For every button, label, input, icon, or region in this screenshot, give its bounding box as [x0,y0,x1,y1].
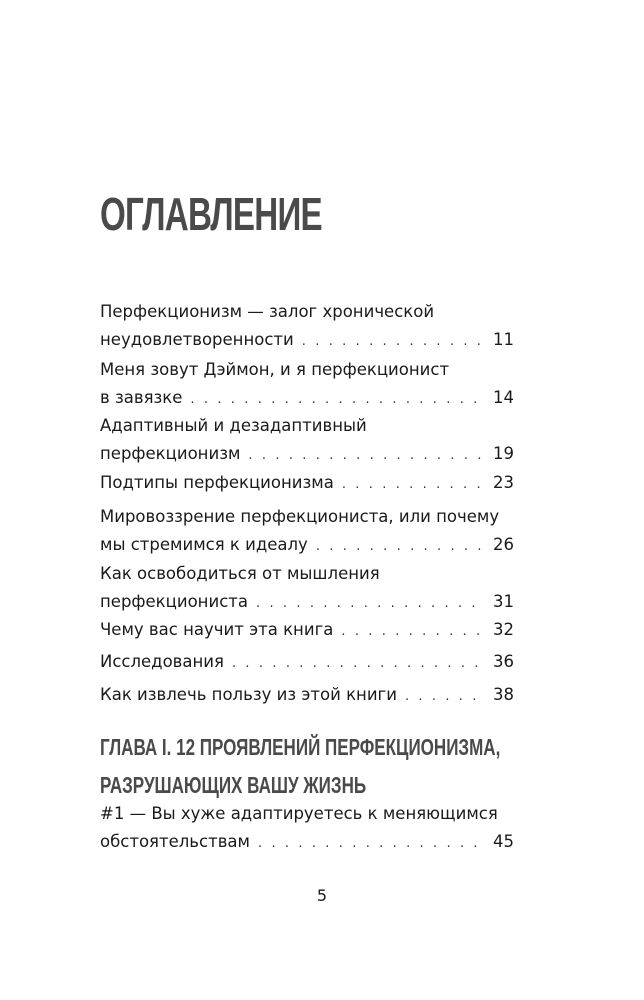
dot-leader [302,328,486,356]
dot-leader [256,590,486,618]
toc-page-number: 38 [493,685,514,704]
toc-entry-title: #1 — Вы хуже адаптируетесь к меняющимся [100,804,498,823]
toc-entry-title: Чему вас научит эта книга [100,620,334,639]
toc-entry[interactable] [100,648,514,676]
toc-page-number: 19 [493,444,514,463]
toc-entry-title: Как извлечь пользу из этой книги [100,685,397,704]
toc-entry-title: Меня зовут Дэймон, и я перфекционист [100,360,450,379]
toc-page-number: 45 [493,832,514,851]
toc-entry[interactable] [100,469,514,497]
toc-page-number: 11 [493,330,514,349]
toc-entry[interactable] [100,298,514,354]
dot-leader [405,683,486,711]
toc-entry-title: Подтипы перфекционизма [100,473,334,492]
toc-page-number: 14 [493,388,514,407]
toc-entry-title-continued: перфекционизм [100,444,241,463]
toc-entry-title-continued: неудовлетворенности [100,330,294,349]
toc-page-number: 31 [493,592,514,611]
toc-entry[interactable] [100,412,514,468]
dot-leader [258,830,486,858]
toc-entry-title-continued: перфекциониста [100,592,248,611]
toc-entry-title-continued: в завязке [100,388,183,407]
toc-page-number: 23 [493,473,514,492]
dot-leader [232,650,486,678]
toc-entry[interactable] [100,616,514,644]
toc-entry[interactable] [100,503,514,559]
toc-page-number: 36 [493,652,514,671]
dot-leader [316,533,486,561]
toc-entry-title: Как освободиться от мышления [100,564,380,583]
toc-entry[interactable] [100,681,514,709]
toc-page-number: 32 [493,620,514,639]
page-title: ОГЛАВЛЕНИЕ [100,188,322,240]
toc-entry[interactable] [100,356,514,412]
toc-entry-title-continued: мы стремимся к идеалу [100,535,308,554]
chapter-heading-line: ГЛАВА I. 12 ПРОЯВЛЕНИЙ ПЕРФЕКЦИОНИЗМА, [100,734,501,760]
toc-page-number: 26 [493,535,514,554]
chapter-heading-line: РАЗРУШАЮЩИХ ВАШУ ЖИЗНЬ [100,772,367,798]
toc-entry-title-continued: обстоятельствам [100,832,250,851]
toc-entry-title: Перфекционизм — залог хронической [100,302,435,321]
dot-leader [342,471,486,499]
toc-entry-title: Мировоззрение перфекциониста, или почему [100,507,500,526]
toc-entry-title: Адаптивный и дезадаптивный [100,416,367,435]
page-number: 5 [316,886,328,905]
toc-entry[interactable] [100,800,514,856]
chapter-heading[interactable] [100,728,500,804]
dot-leader [190,386,486,414]
toc-entry-title: Исследования [100,652,224,671]
dot-leader [248,442,486,470]
toc-entry[interactable] [100,560,514,616]
dot-leader [341,618,486,646]
